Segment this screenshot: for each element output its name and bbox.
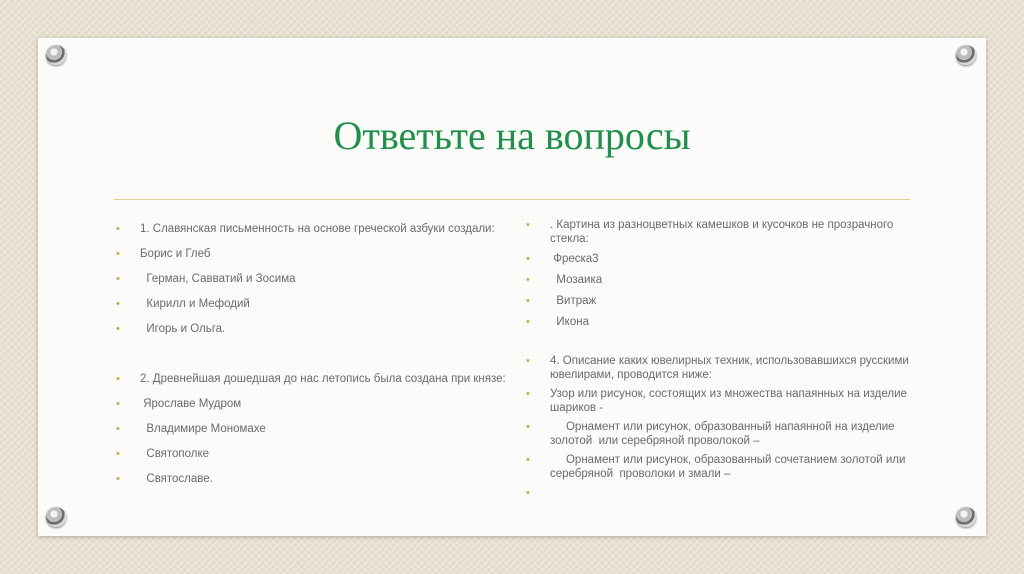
left-question-column (116, 222, 516, 486)
bullet-icon: • (526, 295, 530, 307)
bullet-icon: • (116, 423, 120, 435)
bullet-icon: • (526, 355, 530, 367)
pushpin-icon (956, 45, 976, 65)
list-item: • . Картина из разноцветных камешков и кусочков не прозрачного стекла: (526, 219, 897, 245)
bullet-icon: • (526, 454, 530, 466)
bullet-icon: • (526, 487, 530, 499)
list-item: • Орнамент или рисунок, образованный сочетанием золотой или серебряной проволоки и змали – (526, 454, 909, 480)
bullet-icon: • (116, 473, 120, 485)
list-item: • Святославе. (116, 473, 213, 485)
list-item: • Владимире Мономахе (116, 423, 266, 435)
list-item: • Витраж (526, 295, 597, 307)
list-item: • Узор или рисунок, состоящих из множества напаянных на изделие шариков - (526, 388, 911, 414)
bullet-icon: • (116, 298, 120, 310)
list-item: • Герман, Савватий и Зосима (116, 273, 296, 285)
list-item: • 1. Славянская письменность на основе греческой азбуки создали: (116, 223, 495, 235)
bullet-icon: • (116, 273, 120, 285)
pushpin-icon (46, 45, 66, 65)
list-item: • Орнамент или рисунок, образованный напаянной на изделие золотой или серебряной проволокой – (526, 421, 898, 447)
bullet-icon: • (116, 323, 120, 335)
bullet-icon: • (116, 373, 120, 385)
list-item: • Игорь и Ольга. (116, 323, 226, 335)
list-item: • Ярославе Мудром (116, 398, 242, 410)
bullet-icon: • (116, 398, 120, 410)
bullet-icon: • (116, 223, 120, 235)
pushpin-icon (956, 507, 976, 527)
list-item: • Борис и Глеб (116, 248, 211, 260)
bullet-icon: • (526, 219, 530, 231)
title-divider (114, 199, 910, 200)
bullet-icon: • (526, 421, 530, 433)
bullet-icon: • (526, 253, 530, 265)
list-item: • 4. Описание каких ювелирных техник, использовавшихся русскими ювелирами, проводится ниже: (526, 355, 912, 381)
slide-title: Ответьте на вопросы (333, 113, 691, 158)
list-item: • Кирилл и Мефодий (116, 298, 250, 310)
list-item: • 2. Древнейшая дошедшая до нас летопись была создана при князе: (116, 373, 506, 385)
pushpin-icon (46, 507, 66, 527)
list-item: • Мозаика (526, 274, 603, 286)
list-item: • Святополке (116, 448, 210, 460)
bullet-icon: • (526, 388, 530, 400)
bullet-icon: • (526, 316, 530, 328)
bullet-icon: • (526, 274, 530, 286)
list-item: • Икона (526, 316, 589, 328)
bullet-icon: • (116, 448, 120, 460)
list-item: • Фреска3 (526, 253, 599, 265)
bullet-icon: • (116, 248, 120, 260)
right-question-column (526, 218, 916, 499)
